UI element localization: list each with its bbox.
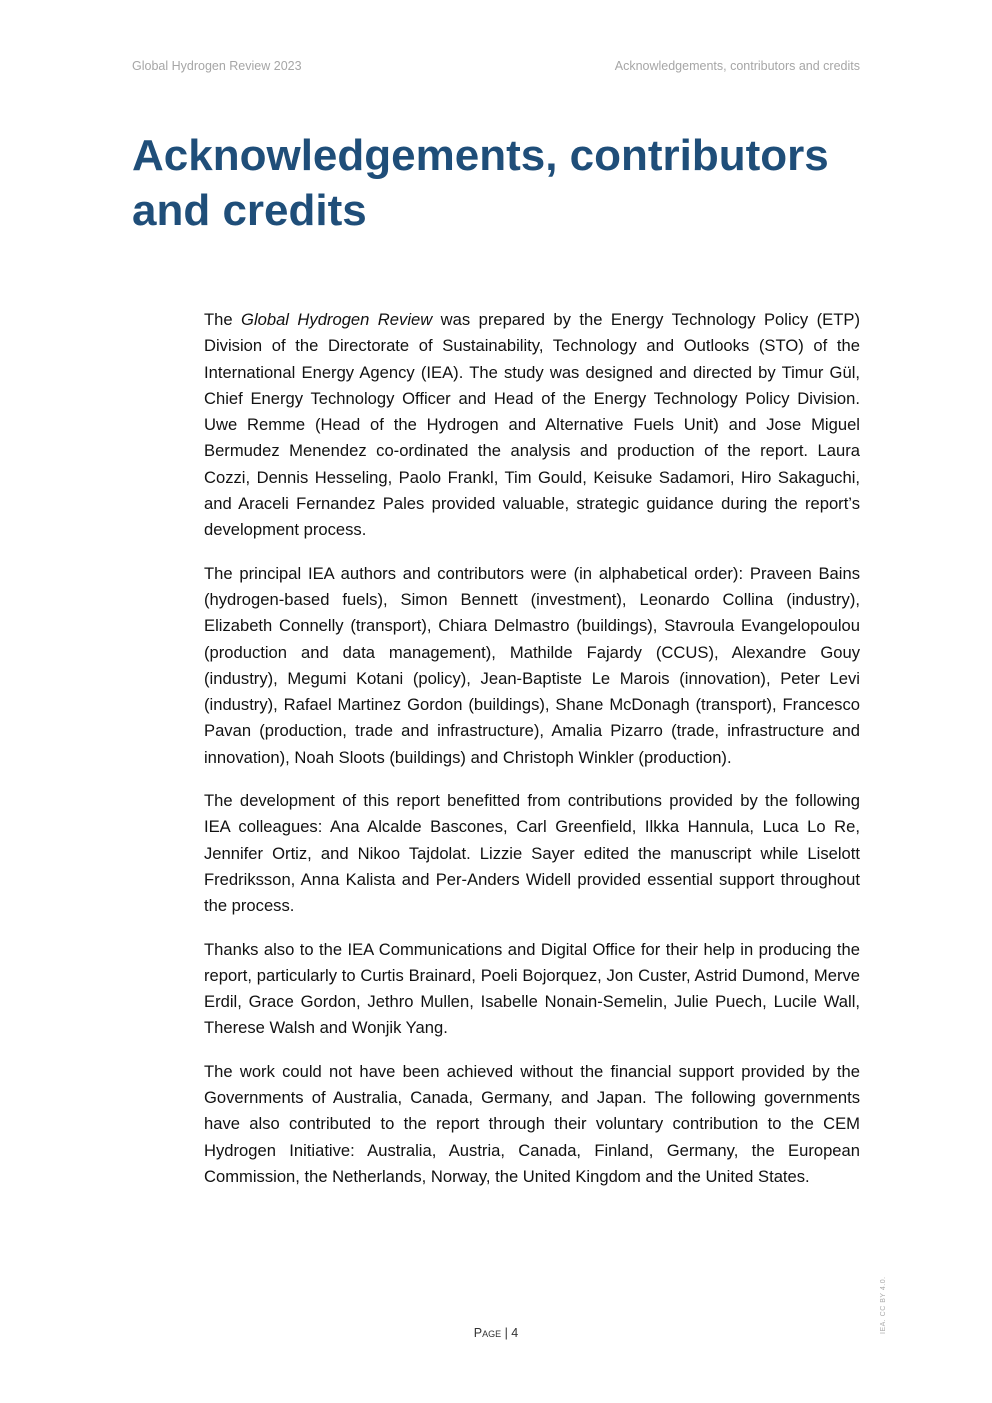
paragraph-intro: The [204, 310, 242, 329]
license-credit: IEA. CC BY 4.0. [880, 1276, 887, 1334]
paragraph-funding: The work could not have been achieved without the financial support provided by the Governments of Australia, Canada, Germany, and Japan. The following governments have also contributed to the report through their voluntary contribution to the CEM Hydrogen Initiative: Australia, Austria, Canada, Finland, Germany, the European Commission, the Netherlands, Norway, the United Kingdom and the United States. [204, 1061, 860, 1186]
report-name-italic: Global Hydrogen Review [241, 310, 433, 329]
body-text [204, 307, 860, 1190]
paragraph-preparation [204, 307, 860, 544]
page-word: Page [473, 1326, 502, 1340]
page-title: Acknowledgements, contributors and credits [132, 131, 829, 235]
paragraph-authors: The principal IEA authors and contributors were (in alphabetical order): Praveen Bains (hydrogen-based fuels), Simon Bennett (investment), Leonardo Collina (industry), Elizabeth Connelly (transport), Chiara Delmastro (buildings), Stavroula Evangelopoulou (production and data management), Mathilde Fajardy (CCUS), Alexandre Gouy (industry), Megumi Kotani (policy), Jean-Baptiste Le Marois (innovation), Peter Levi (industry), Rafael Martinez Gordon (buildings), Shane McDonagh (transport), Francesco Pavan (production, trade and infrastructure), Amalia Pizarro (trade, infrastructure and innovation), Noah Sloots (buildings) and Christoph Winkler (production). [204, 563, 860, 767]
header-section-title: Acknowledgements, contributors and credits [614, 59, 860, 73]
page-separator: | [501, 1326, 512, 1340]
header-report-title: Global Hydrogen Review 2023 [132, 59, 302, 73]
page-number [0, 1326, 992, 1340]
paragraph-colleagues: The development of this report benefitted from contributions provided by the following IEA colleagues: Ana Alcalde Bascones, Carl Greenfield, Ilkka Hannula, Luca Lo Re, Jennifer Ortiz, and Nikoo Tajdolat. Lizzie Sayer edited the manuscript while Liselott Fredriksson, Anna Kalista and Per-Anders Widell provided essential support throughout the process. [204, 791, 860, 916]
paragraph-communications: Thanks also to the IEA Communications and Digital Office for their help in producing the report, particularly to Curtis Brainard, Poeli Bojorquez, Jon Custer, Astrid Dumond, Merve Erdil, Grace Gordon, Jethro Mullen, Isabelle Nonain-Semelin, Julie Puech, Lucile Wall, Therese Walsh and Wonjik Yang. [204, 939, 860, 1038]
paragraph-rest: was prepared by the Energy Technology Policy (ETP) Division of the Directorate of Sustainability, Technology and Outlooks (STO) of the International Energy Agency (IEA). The study was designed and directed by Timur Gül, Chief Energy Technology Officer and Head of the Energy Technology Policy Division. Uwe Remme (Head of the Hydrogen and Alternative Fuels Unit) and Jose Miguel Bermudez Menendez co-ordinated the analysis and production of the report. Laura Cozzi, Dennis Hesseling, Paolo Frankl, Tim Gould, Keisuke Sadamori, Hiro Sakaguchi, and Araceli Fernandez Pales provided valuable, strategic guidance during the report’s development process. [204, 310, 860, 540]
page-number-value: 4 [511, 1326, 519, 1340]
